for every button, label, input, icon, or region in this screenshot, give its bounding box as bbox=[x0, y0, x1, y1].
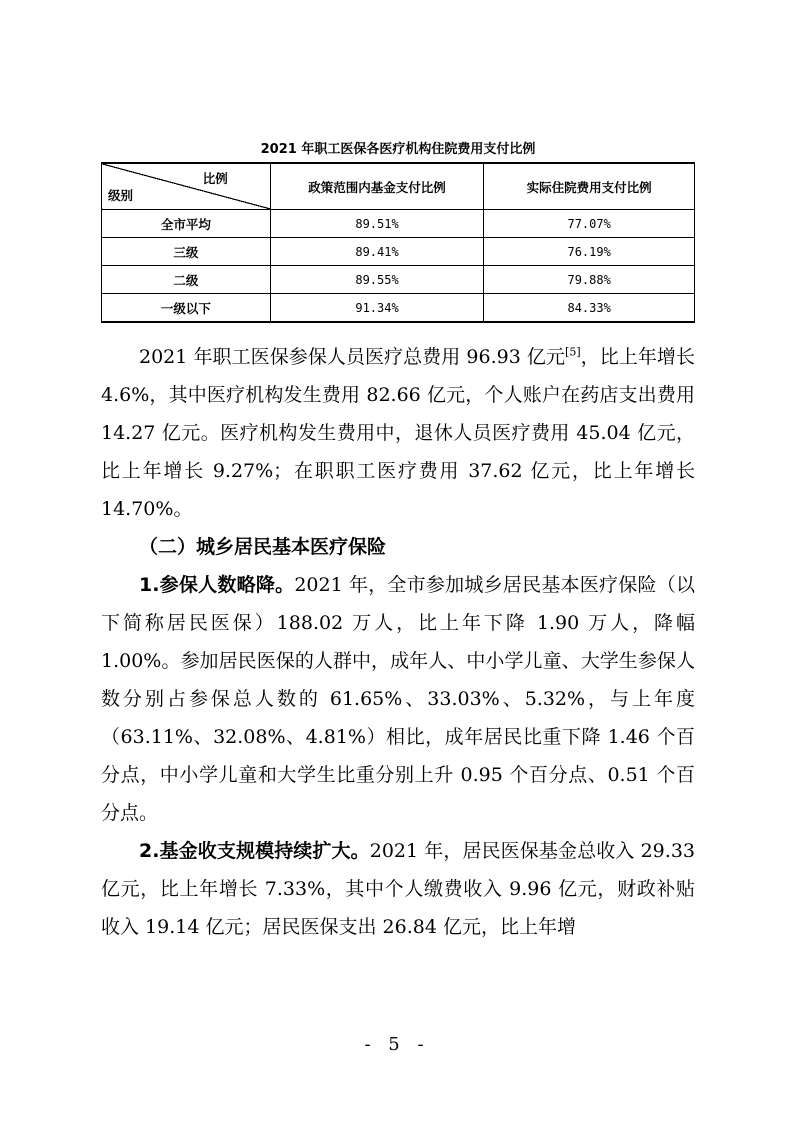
table-header-row bbox=[102, 163, 695, 210]
row-level: 全市平均 bbox=[102, 210, 271, 238]
actual-ratio-value: 79.88% bbox=[484, 266, 695, 294]
table-title: 2021 年职工医保各医疗机构住院费用支付比例 bbox=[260, 142, 536, 157]
policy-ratio-value: 89.51% bbox=[270, 210, 484, 238]
paragraph-employee-cost bbox=[101, 338, 695, 528]
corner-label-ratio: 比例 bbox=[202, 171, 228, 186]
footnote-ref: [5] bbox=[565, 345, 581, 359]
row-level: 二级 bbox=[102, 266, 271, 294]
paragraph-lead: 1.参保人数略降。 bbox=[139, 574, 295, 596]
actual-ratio-value: 76.19% bbox=[484, 238, 695, 266]
paragraph-enrollment bbox=[101, 566, 695, 832]
actual-ratio-value: 77.07% bbox=[484, 210, 695, 238]
policy-ratio-value: 89.41% bbox=[270, 238, 484, 266]
table-corner-cell bbox=[102, 163, 271, 210]
paragraph-text: 2021 年，居民医保基金总收入 29.33 亿元，比上年增长 7.33%，其中个人缴费收入 9.96 亿元，财政补贴收入 19.14 亿元；居民医保支出 26.84 亿元，比上年增 bbox=[101, 840, 695, 938]
paragraph-text: 2021 年，全市参加城乡居民基本医疗保险（以下简称居民医保）188.02 万人，比上年下降 1.90 万人，降幅 1.00%。参加居民医保的人群中，成年人、中小学儿童、大学生参保人数分别占参保总人数的 61.65%、33.03%、5.32%，与上年度（63.11%、32.08%、4.81%）相比，成年居民比重下降 1.46 个百分点，中小学儿童和大学生比重分别上升 0.95 个百分点、0.51 个百分点。 bbox=[101, 574, 695, 824]
policy-ratio-value: 89.55% bbox=[270, 266, 484, 294]
payment-ratio-table bbox=[101, 162, 695, 323]
paragraph-lead: 2.基金收支规模持续扩大。 bbox=[139, 840, 370, 862]
policy-ratio-value: 91.34% bbox=[270, 294, 484, 323]
paragraph-fund bbox=[101, 832, 695, 946]
header-actual-ratio: 实际住院费用支付比例 bbox=[484, 163, 695, 210]
row-level: 三级 bbox=[102, 238, 271, 266]
section-heading: （二）城乡居民基本医疗保险 bbox=[139, 536, 387, 558]
paragraph-text: 2021 年职工医保参保人员医疗总费用 96.93 亿元 bbox=[139, 346, 566, 368]
table-row bbox=[102, 210, 695, 238]
row-level: 一级以下 bbox=[102, 294, 271, 323]
body-text bbox=[101, 338, 695, 946]
paragraph-text: ，比上年增长 4.6%，其中医疗机构发生费用 82.66 亿元，个人账户在药店支出费用 14.27 亿元。医疗机构发生费用中，退休人员医疗费用 45.04 亿元，比上年增长 9.27%；在职职工医疗费用 37.62 亿元，比上年增长 14.70%。 bbox=[101, 346, 696, 520]
header-policy-ratio: 政策范围内基金支付比例 bbox=[270, 163, 484, 210]
actual-ratio-value: 84.33% bbox=[484, 294, 695, 323]
table-row bbox=[102, 266, 695, 294]
corner-label-level: 级别 bbox=[108, 188, 134, 203]
table-row bbox=[102, 238, 695, 266]
table-row bbox=[102, 294, 695, 323]
page-number: - 5 - bbox=[364, 1034, 430, 1055]
